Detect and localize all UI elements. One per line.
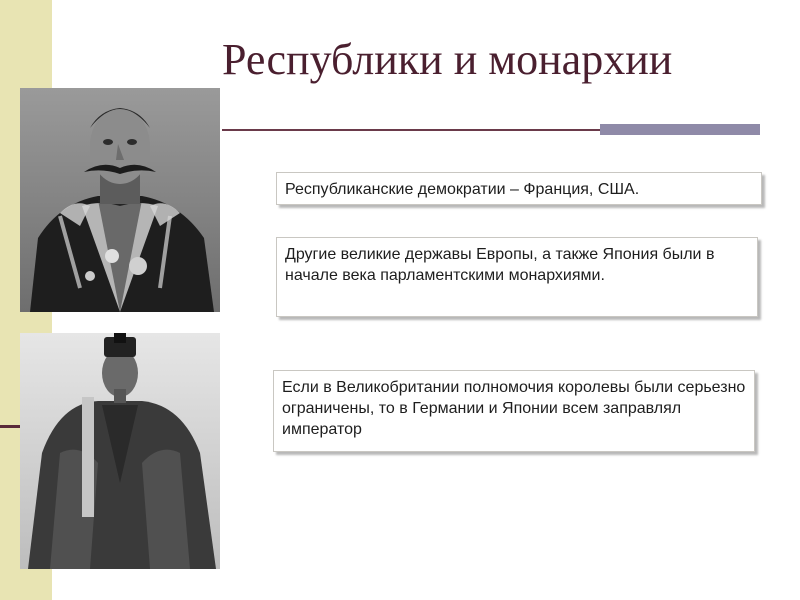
band-accent-rule xyxy=(0,425,22,428)
slide-title: Республики и монархии xyxy=(222,35,673,84)
portrait-photo-emperor xyxy=(20,333,220,569)
info-box-text: Если в Великобритании полномочия королевы были серьезно ограничены, то в Германии и Японии всем заправлял император xyxy=(282,379,746,438)
portrait-photo-kaiser xyxy=(20,88,220,312)
info-box-text: Другие великие державы Европы, а также Япония были в начале века парламентскими монархиями. xyxy=(285,246,715,284)
info-box-text: Республиканские демократии – Франция, США. xyxy=(285,181,640,198)
info-box-republics xyxy=(276,172,762,205)
info-box-emperor-power xyxy=(273,370,755,452)
info-box-parliamentary-monarchies xyxy=(276,237,758,317)
title-accent-bar xyxy=(600,124,760,135)
